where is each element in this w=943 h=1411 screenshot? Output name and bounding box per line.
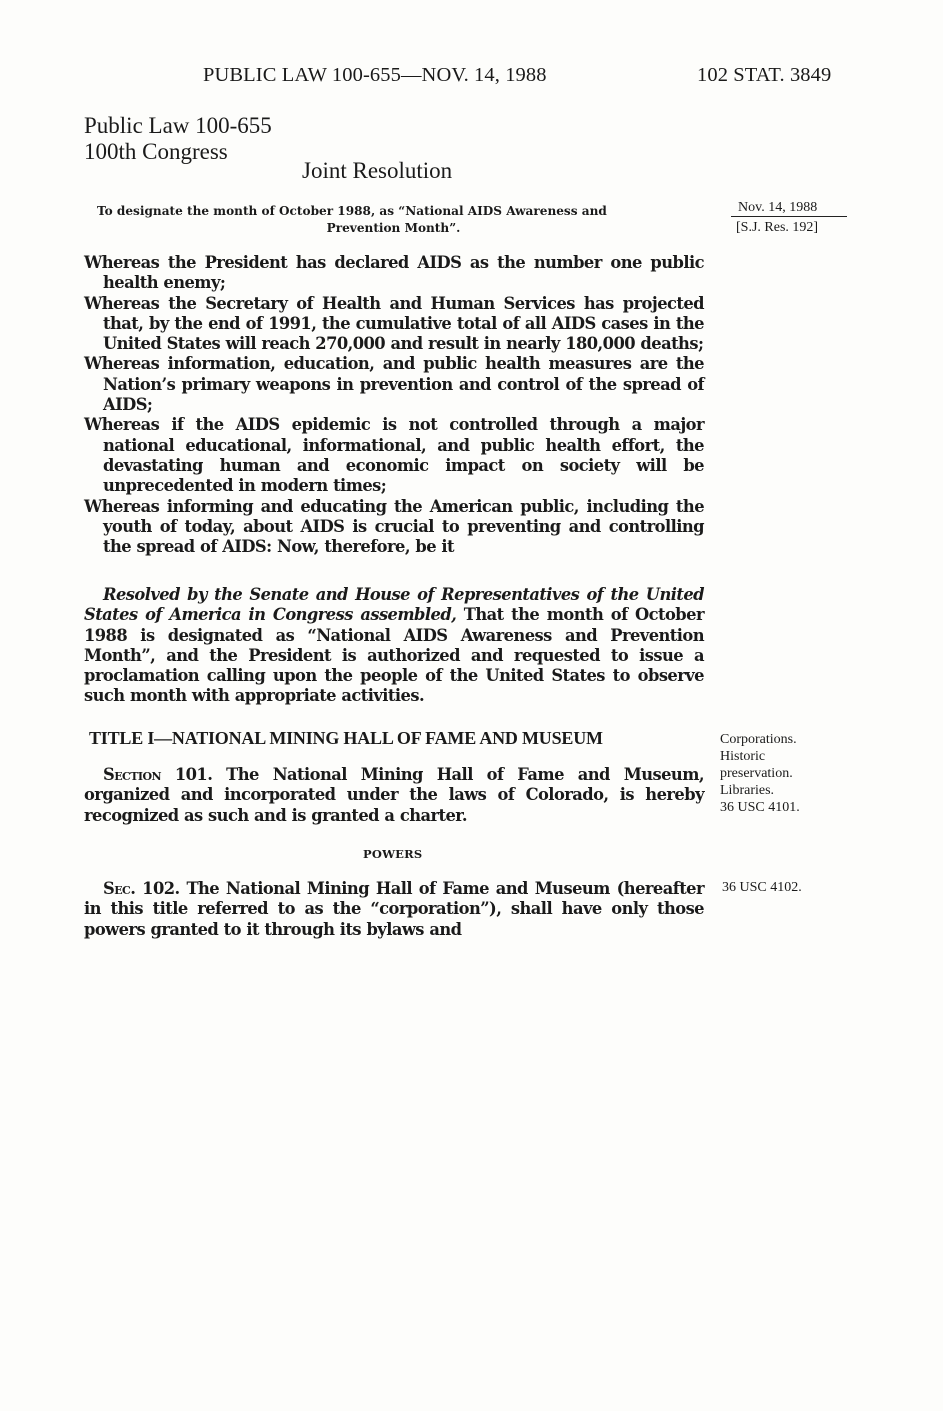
- margin-rule: [731, 216, 847, 217]
- section-101: [84, 765, 704, 826]
- section-102-text: 102. The National Mining Hall of Fame and Museum (hereafter in this title referred to as the “corporation”), shall have only those powers granted to it through its bylaws and: [84, 879, 704, 939]
- usc-citation: 36 USC 4101.: [720, 800, 800, 815]
- section-102: [84, 879, 704, 940]
- whereas-clause: Whereas informing and educating the American public, including the youth of today, about AIDS is crucial to preventing and controlling the spread of AIDS: Now, therefore, be it: [84, 496, 704, 557]
- whereas-clause: Whereas if the AIDS epidemic is not controlled through a major national educational, informational, and public health effort, the devastating human and economic impact on society will be unprecedented in modern times;: [84, 415, 704, 496]
- resolution: [84, 585, 704, 707]
- bill-number: [S.J. Res. 192]: [736, 220, 819, 235]
- enactment-date: Nov. 14, 1988: [738, 200, 818, 215]
- margin-topic: Libraries.: [720, 783, 775, 798]
- section-101-text: 101. The National Mining Hall of Fame and Museum, organized and incorporated under the laws of Colorado, is hereby recognized as such and is granted a charter.: [84, 765, 704, 825]
- margin-topic: preservation.: [720, 766, 793, 781]
- section-label: Section: [103, 765, 162, 784]
- margin-topic: Corporations.: [720, 732, 797, 747]
- running-head: PUBLIC LAW 100-655—NOV. 14, 1988: [203, 64, 547, 86]
- resolution-text: That the month of October 1988 is designated as “National AIDS Awareness and Prevention Month”, and the President is authorized and requested to issue a proclamation calling upon the people of the United States to observe such month with appropriate activities.: [84, 605, 704, 706]
- stat-page-number: 102 STAT. 3849: [697, 64, 832, 86]
- preamble: [84, 253, 704, 557]
- whereas-clause: Whereas the Secretary of Health and Human Services has projected that, by the end of 1991, the cumulative total of all AIDS cases in the United States will reach 270,000 and result in nearly 180,000 deaths;: [84, 293, 704, 354]
- whereas-clause: Whereas the President has declared AIDS as the number one public health enemy;: [84, 253, 704, 293]
- document-type: Joint Resolution: [302, 158, 453, 183]
- usc-citation-102: 36 USC 4102.: [722, 880, 802, 895]
- title-heading: TITLE I—NATIONAL MINING HALL OF FAME AND MUSEUM: [89, 728, 603, 748]
- whereas-clause: Whereas information, education, and public health measures are the Nation’s primary weapons in prevention and control of the spread of AIDS;: [84, 354, 704, 415]
- congress: 100th Congress: [84, 139, 228, 164]
- margin-topic: Historic: [720, 749, 766, 764]
- purpose-statement: [97, 203, 690, 237]
- margin-topics: [720, 731, 800, 816]
- purpose-line-1: To designate the month of October 1988, as “National AIDS Awareness and: [97, 204, 607, 218]
- resolving-clause: Resolved by the Senate and House of Representatives of the United States of America in Congress assembled,: [84, 585, 704, 625]
- section-label: Sec.: [103, 879, 136, 898]
- purpose-line-2: Prevention Month”.: [326, 221, 461, 235]
- powers-heading: POWERS: [363, 847, 423, 861]
- law-number: Public Law 100-655: [84, 113, 272, 138]
